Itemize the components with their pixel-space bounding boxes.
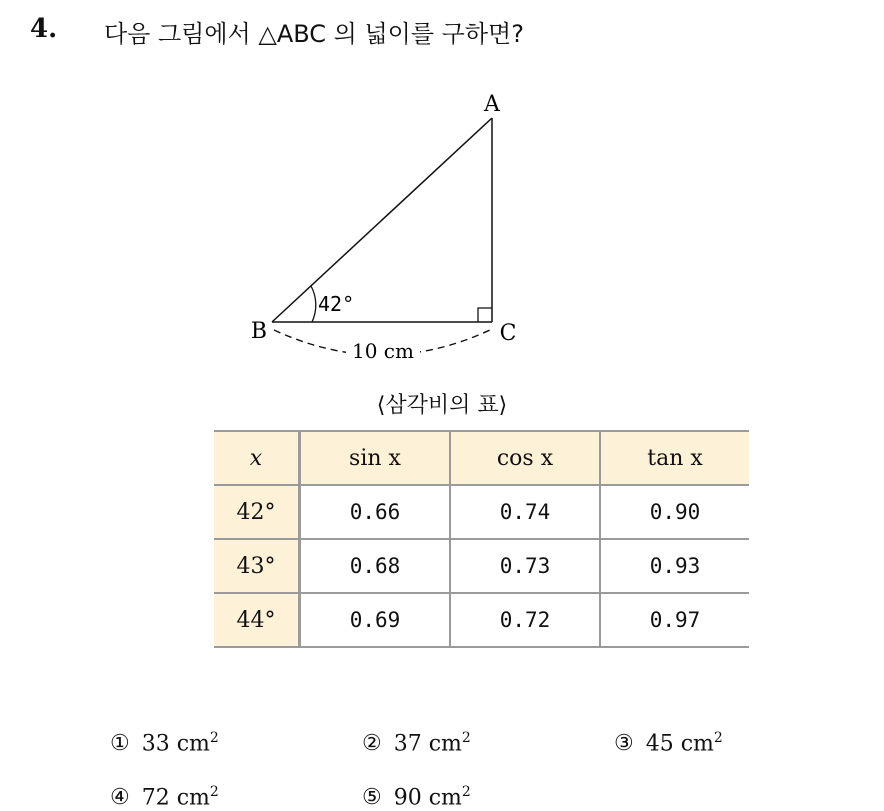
choice-1-value: 33 cm <box>141 731 210 757</box>
choice-3-exponent: 2 <box>713 730 723 746</box>
choice-3-value: 45 cm <box>645 731 714 757</box>
vertex-a-label: A <box>484 92 500 117</box>
vertex-b-label: B <box>250 319 268 344</box>
tan-cell: 0.97 <box>600 593 749 647</box>
angle-arc <box>311 286 316 322</box>
header-sin: sin x <box>300 431 451 485</box>
table-caption: ⟨삼각비의 표⟩ <box>376 393 508 418</box>
choice-3[interactable] <box>614 730 723 756</box>
triangle-figure <box>0 0 884 380</box>
cos-cell: 0.73 <box>450 539 600 593</box>
right-angle-mark <box>478 308 492 322</box>
choice-2[interactable] <box>362 730 471 756</box>
choice-5-value: 90 cm <box>393 785 462 811</box>
sin-cell: 0.68 <box>300 539 451 593</box>
angle-cell: 43° <box>214 539 300 593</box>
header-tan: tan x <box>600 431 749 485</box>
angle-cell: 44° <box>214 593 300 647</box>
table-header-row <box>214 431 749 485</box>
choice-1-exponent: 2 <box>209 730 219 746</box>
cos-cell: 0.72 <box>450 593 600 647</box>
choice-2-mark: ② <box>362 731 382 757</box>
tan-cell: 0.90 <box>600 485 749 539</box>
question-text: 다음 그림에서 △ABC 의 넓이를 구하면? <box>104 20 524 48</box>
header-x: x <box>214 431 300 485</box>
choice-4-exponent: 2 <box>209 784 219 800</box>
choice-5[interactable] <box>362 784 471 810</box>
cos-cell: 0.74 <box>450 485 600 539</box>
choice-4[interactable] <box>110 784 219 810</box>
angle-label: 42° <box>318 292 355 316</box>
choice-2-exponent: 2 <box>461 730 471 746</box>
choice-4-value: 72 cm <box>141 785 210 811</box>
angle-cell: 42° <box>214 485 300 539</box>
table-row <box>214 593 749 647</box>
sin-cell: 0.66 <box>300 485 451 539</box>
sin-cell: 0.69 <box>300 593 451 647</box>
choice-1[interactable] <box>110 730 219 756</box>
choice-4-mark: ④ <box>110 785 130 811</box>
tan-cell: 0.93 <box>600 539 749 593</box>
side-ab <box>272 118 492 322</box>
choice-5-exponent: 2 <box>461 784 471 800</box>
table-row <box>214 485 749 539</box>
vertex-c-label: C <box>499 321 517 346</box>
choice-2-value: 37 cm <box>393 731 462 757</box>
choice-1-mark: ① <box>110 731 130 757</box>
trig-ratio-table <box>214 430 749 648</box>
header-cos: cos x <box>450 431 600 485</box>
choice-3-mark: ③ <box>614 731 634 757</box>
table-row <box>214 539 749 593</box>
base-length-label: 10 cm <box>352 339 414 363</box>
question-number: 4. <box>30 14 58 44</box>
choice-5-mark: ⑤ <box>362 785 382 811</box>
